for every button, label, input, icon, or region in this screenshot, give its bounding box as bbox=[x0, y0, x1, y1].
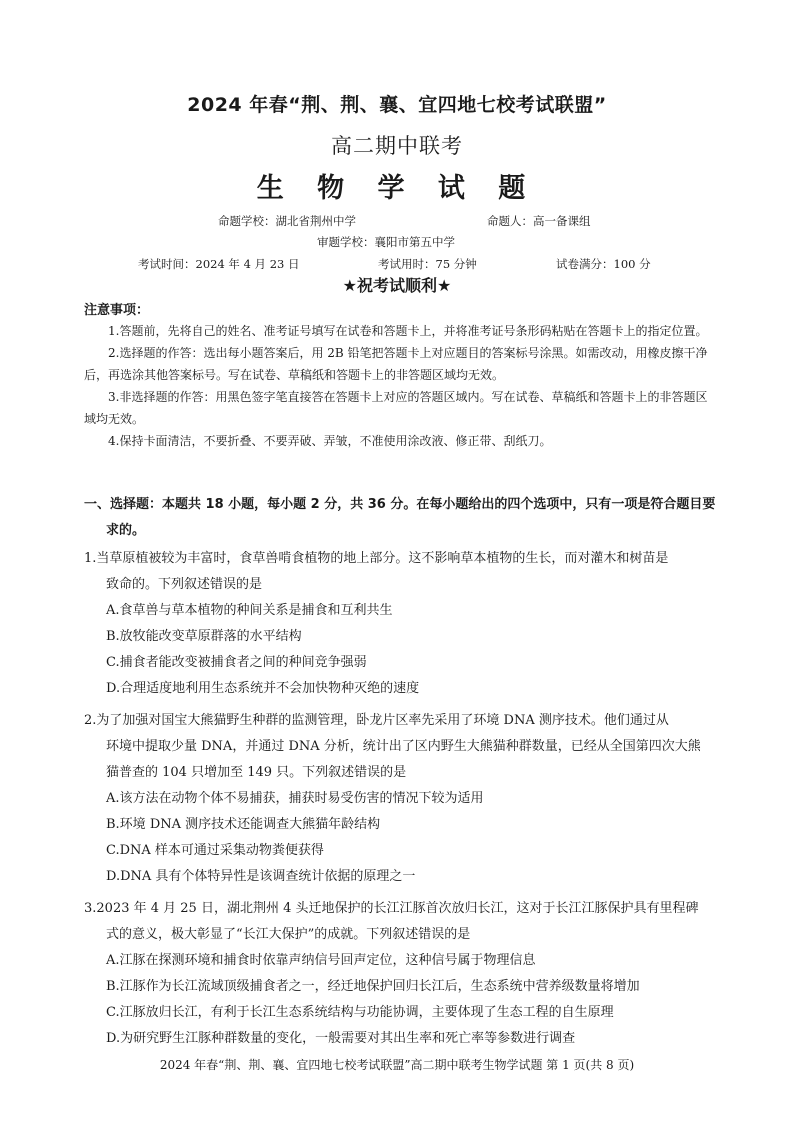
review-school: 审题学校：襄阳市第五中学 bbox=[317, 235, 455, 249]
notice-title: 注意事项： bbox=[84, 303, 150, 318]
option-d: D.为研究野生江豚种群数量的变化，一般需要对其出生率和死亡率等参数进行调查 bbox=[106, 1031, 576, 1046]
question-stem: 致命的。下列叙述错误的是 bbox=[106, 577, 263, 592]
exam-union-title: 2024 年春“荆、荆、襄、宜四地七校考试联盟” bbox=[187, 94, 607, 116]
exam-duration: 考试用时：75 分钟 bbox=[378, 257, 477, 271]
option-d: D.合理适度地利用生态系统并不会加快物种灭绝的速度 bbox=[106, 681, 420, 696]
option-d: D.DNA 具有个体特异性是该调查统计依据的原理之一 bbox=[106, 869, 416, 884]
question-stem: 3.2023 年 4 月 25 日，湖北荆州 4 头迁地保护的长江江豚首次放归长江，这对于长江江豚保护具有里程碑 bbox=[84, 901, 699, 916]
option-c: C.江豚放归长江，有利于长江生态系统结构与功能协调，主要体现了生态工程的自生原理 bbox=[106, 1005, 614, 1020]
exam-date: 考试时间：2024 年 4 月 23 日 bbox=[138, 257, 300, 271]
notice-list bbox=[84, 320, 716, 452]
option-a: A.该方法在动物个体不易捕获，捕获时易受伤害的情况下较为适用 bbox=[106, 791, 484, 806]
question-stem: 1.当草原植被较为丰富时，食草兽啃食植物的地上部分。这不影响草本植物的生长，而对灌木和树苗是 bbox=[84, 551, 669, 566]
question-1 bbox=[84, 546, 716, 702]
option-b: B.放牧能改变草原群落的水平结构 bbox=[106, 629, 302, 644]
proposition-school: 命题学校：湖北省荆州中学 bbox=[218, 214, 356, 228]
section-heading-line1: 一、选择题：本题共 18 小题，每小题 2 分，共 36 分。在每小题给出的四个选项中，只有一项是符合题目要 bbox=[84, 497, 716, 512]
option-b: B.环境 DNA 测序技术还能调查大熊猫年龄结构 bbox=[106, 817, 381, 832]
notice-item: 3.非选择题的作答：用黑色签字笔直接答在答题卡上对应的答题区域内。写在试卷、草稿纸和答题卡上的非答题区域均无效。 bbox=[84, 390, 708, 426]
notice-item: 2.选择题的作答：选出每小题答案后，用 2B 铅笔把答题卡上对应题目的答案标号涂黑。如需改动，用橡皮擦干净后，再选涂其他答案标号。写在试卷、草稿纸和答题卡上的非答题区域均无效。 bbox=[84, 346, 708, 382]
question-stem: 环境中提取少量 DNA，并通过 DNA 分析，统计出了区内野生大熊猫种群数量，已经从全国第四次大熊 bbox=[106, 739, 701, 754]
section-heading-line2: 求的。 bbox=[106, 523, 146, 538]
page-footer: 2024 年春“荆、荆、襄、宜四地七校考试联盟”高二期中联考生物学试题 第 1 页(共 8 页) bbox=[159, 1058, 635, 1072]
full-score: 试卷满分：100 分 bbox=[556, 257, 651, 271]
question-2 bbox=[84, 708, 716, 890]
option-b: B.江豚作为长江流域顶级捕食者之一，经迁地保护回归长江后，生态系统中营养级数量将增加 bbox=[106, 979, 640, 994]
question-stem: 猫普查的 104 只增加至 149 只。下列叙述错误的是 bbox=[106, 765, 407, 780]
subject-title: 生 物 学 试 题 bbox=[256, 173, 538, 204]
question-3 bbox=[84, 896, 716, 1052]
proposer: 命题人：高一备课组 bbox=[487, 214, 591, 228]
option-a: A.食草兽与草本植物的种间关系是捕食和互利共生 bbox=[106, 603, 393, 618]
option-a: A.江豚在探测环境和捕食时依靠声纳信号回声定位，这种信号属于物理信息 bbox=[106, 953, 536, 968]
notice-item: 1.答题前，先将自己的姓名、准考证号填写在试卷和答题卡上，并将准考证号条形码粘贴在答题卡上的指定位置。 bbox=[108, 324, 708, 338]
option-c: C.DNA 样本可通过采集动物粪便获得 bbox=[106, 843, 324, 858]
option-c: C.捕食者能改变被捕食者之间的种间竞争强弱 bbox=[106, 655, 367, 670]
section-heading bbox=[84, 492, 716, 544]
notice-item: 4.保持卡面清洁，不要折叠、不要弄破、弄皱，不准使用涂改液、修正带、刮纸刀。 bbox=[108, 434, 552, 448]
exam-subtitle: 高二期中联考 bbox=[331, 134, 463, 158]
question-stem: 式的意义，极大彰显了“长江大保护”的成就。下列叙述错误的是 bbox=[106, 927, 471, 942]
question-stem: 2.为了加强对国宝大熊猫野生种群的监测管理，卧龙片区率先采用了环境 DNA 测序技术。他们通过从 bbox=[84, 713, 669, 728]
good-luck-banner: ★祝考试顺利★ bbox=[342, 276, 452, 295]
